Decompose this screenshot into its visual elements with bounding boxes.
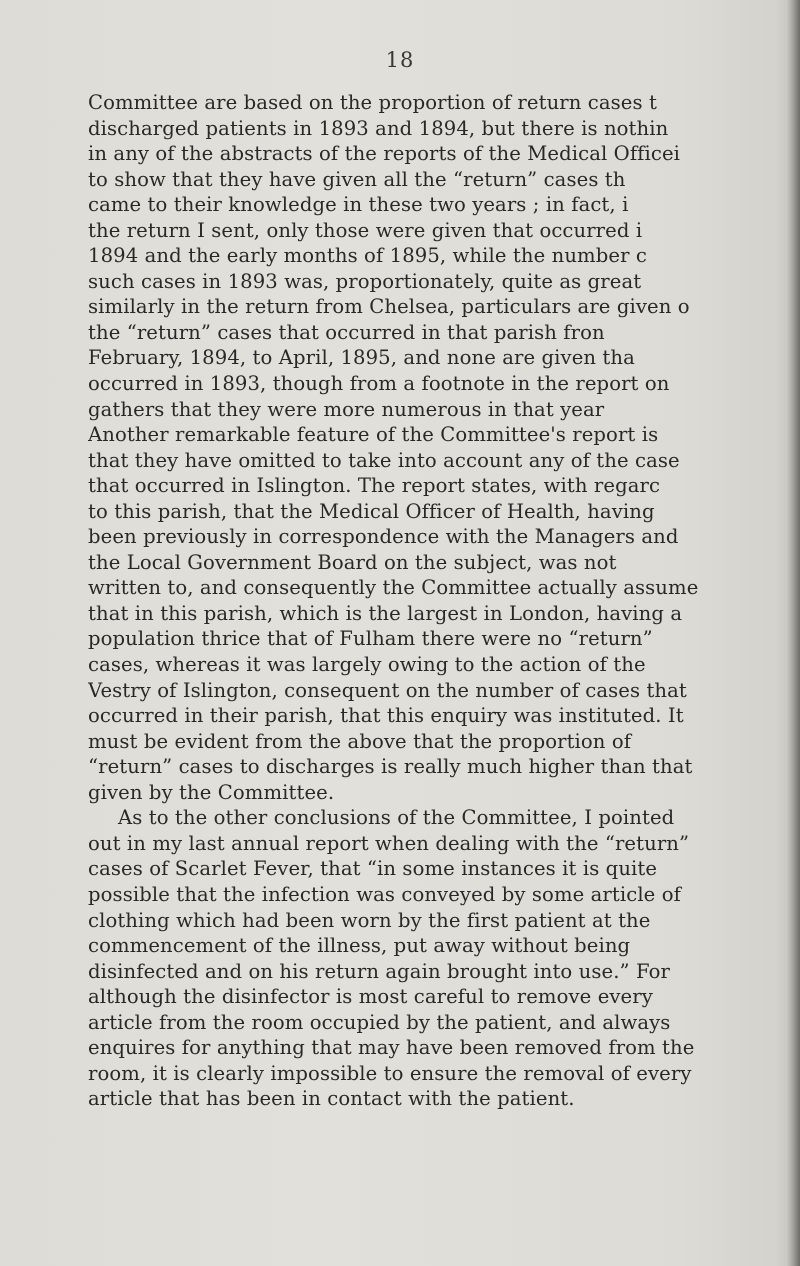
text-line: that in this parish, which is the largest in London, having a bbox=[88, 601, 683, 625]
text-line: to show that they have given all the “return” cases th bbox=[88, 167, 626, 191]
text-line: similarly in the return from Chelsea, particulars are given o bbox=[88, 295, 690, 319]
text-line: article from the room occupied by the patient, and always bbox=[88, 1010, 671, 1034]
text-line: Committee are based on the proportion of return cases t bbox=[88, 91, 657, 114]
text-line: Another remarkable feature of the Committee's report is bbox=[88, 423, 659, 447]
page-number: 18 bbox=[385, 48, 415, 72]
text-line: enquires for anything that may have been removed from the bbox=[88, 1036, 695, 1060]
text-line: given by the Committee. bbox=[88, 780, 335, 804]
text-line: “return” cases to discharges is really much higher than that bbox=[88, 755, 693, 779]
text-line: the Local Government Board on the subject, was not bbox=[88, 550, 617, 574]
text-line: to this parish, that the Medical Officer of Health, having bbox=[88, 499, 655, 523]
text-line: the return I sent, only those were given that occurred i bbox=[88, 218, 643, 242]
text-line: discharged patients in 1893 and 1894, but there is nothin bbox=[88, 116, 669, 140]
text-line: occurred in 1893, though from a footnote in the report on bbox=[88, 372, 670, 396]
text-line: 1894 and the early months of 1895, while the number c bbox=[88, 244, 647, 268]
paragraph-start-line: As to the other conclusions of the Committee, I pointed bbox=[118, 806, 675, 830]
text-line: possible that the infection was conveyed by some article of bbox=[88, 882, 681, 906]
text-line: population thrice that of Fulham there were no “return” bbox=[88, 627, 653, 651]
text-line: commencement of the illness, put away without being bbox=[88, 934, 631, 958]
text-line: must be evident from the above that the proportion of bbox=[88, 729, 632, 753]
body-text bbox=[88, 90, 788, 1112]
text-line: cases, whereas it was largely owing to the action of the bbox=[88, 653, 646, 677]
text-line: Vestry of Islington, consequent on the number of cases that bbox=[88, 678, 687, 702]
text-line: although the disinfector is most careful to remove every bbox=[88, 985, 653, 1009]
text-line: February, 1894, to April, 1895, and none are given tha bbox=[88, 346, 635, 370]
text-line: came to their knowledge in these two years ; in fact, i bbox=[88, 193, 629, 217]
text-line: out in my last annual report when dealing with the “return” bbox=[88, 831, 690, 855]
text-line: written to, and consequently the Committee actually assume bbox=[88, 576, 699, 600]
text-line: in any of the abstracts of the reports of the Medical Officei bbox=[88, 142, 681, 166]
text-line: been previously in correspondence with the Managers and bbox=[88, 525, 679, 549]
text-line: disinfected and on his return again brought into use.” For bbox=[88, 959, 670, 983]
text-line: that they have omitted to take into account any of the case bbox=[88, 448, 680, 472]
text-line: clothing which had been worn by the first patient at the bbox=[88, 908, 651, 932]
page-edge-shadow bbox=[786, 0, 800, 1266]
text-line: the “return” cases that occurred in that parish fron bbox=[88, 320, 605, 344]
text-line: occurred in their parish, that this enquiry was instituted. It bbox=[88, 704, 684, 728]
text-line: such cases in 1893 was, proportionately, quite as great bbox=[88, 269, 642, 293]
text-line: gathers that they were more numerous in that year bbox=[88, 397, 605, 421]
text-line: cases of Scarlet Fever, that “in some instances it is quite bbox=[88, 857, 658, 881]
text-line: article that has been in contact with the patient. bbox=[88, 1087, 575, 1111]
text-line: that occurred in Islington. The report states, with regarc bbox=[88, 474, 661, 498]
text-line: room, it is clearly impossible to ensure the removal of every bbox=[88, 1061, 692, 1085]
